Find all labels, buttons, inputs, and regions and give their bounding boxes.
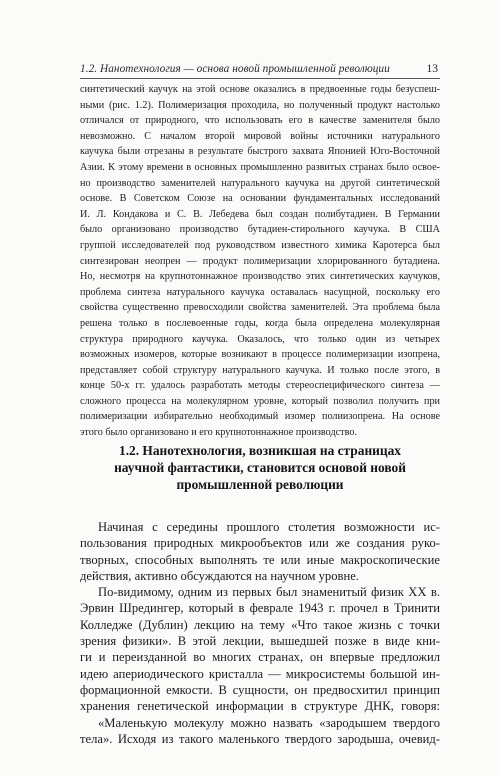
text-line: хранения генетической информации в структуре ДНК, говоря: <box>80 699 440 714</box>
text-line: зрения физики». В этой лекции, вышедшей позже в виде кни- <box>80 634 440 649</box>
text-line: каучука были отрезаны в результате быстрого захвата Японией Юго-Восточной <box>80 146 440 158</box>
text-line: проблема синтеза натурального каучука оставалась насущной, поскольку его <box>80 286 440 298</box>
text-line: идею апериодического кристалла — микросистемы большой ин- <box>80 666 440 681</box>
text-line: этого было организовано и его крупнотоннажное производство. <box>80 427 358 439</box>
text-line: Эрвин Шредингер, который в феврале 1943 г. прочел в Тринити <box>80 601 440 616</box>
text-line: отличался от природного, что использовать его в качестве заменителя было <box>80 115 440 127</box>
text-line: группой исследователей под руководством известного химика Каротерса был <box>80 239 440 251</box>
text-line: пользования природных микрообъектов или же создания руко- <box>80 536 440 551</box>
section-heading <box>80 442 440 493</box>
text-line: синтетический каучук на этой основе оказались в предвоенные годы безуспеш- <box>80 84 440 95</box>
text-line: ги и переизданной во многих странах, он впервые предложил <box>80 650 440 665</box>
text-line: Начиная с середины прошлого столетия возможности ис- <box>98 520 440 534</box>
text-line: но производство заменителей натурального каучука на другой синтетической <box>80 177 440 189</box>
intro-paragraph <box>80 82 440 441</box>
text-line: основе. В Советском Союзе на основании фундаментальных исследований <box>80 193 440 205</box>
text-line: формационной емкости. В сущности, он предвосхитил принцип <box>80 682 440 697</box>
text-line: Но, несмотря на крупнотоннажное производство этих синтетических каучуков, <box>80 271 440 283</box>
section-heading-line: промышленной революции <box>176 477 344 492</box>
text-line: «Маленькую молекулу можно назвать «зародышем твердого <box>98 715 440 730</box>
text-line: свойства существенно превосходили свойства заменителей. Эта проблема была <box>80 302 440 314</box>
text-line: невозможно. С началом второй мировой войны источники натурального <box>80 130 440 142</box>
text-line: И. Л. Кондакова и С. В. Лебедева был создан полибутадиен. В Германии <box>80 208 440 220</box>
text-line: решена только в послевоенные годы, когда была определена молекулярная <box>80 317 440 329</box>
text-line: возможных изомеров, которые возникают в процессе полимеризации изопрена, <box>80 349 440 361</box>
text-line: тела». Исходя из такого маленького твердого зародыша, очевид- <box>80 731 440 746</box>
section-heading-line: научной фантастики, становится основой новой <box>114 460 406 475</box>
text-line: полимеризации избирательно необходимый изомер полиизопрена. На основе <box>80 411 440 423</box>
text-line: По-видимому, одним из первых был знаменитый физик XX в. <box>98 585 440 600</box>
text-line: сложного процесса на молекулярном уровне, который позволил получить при <box>80 395 440 407</box>
text-line: было организовано производство бутадиен-стирольного каучука. В США <box>80 224 440 236</box>
page-number: 13 <box>426 63 438 75</box>
text-line: действия, активно обсуждаются на научном уровне. <box>80 568 359 583</box>
running-title: 1.2. Нанотехнология — основа новой промышленной революции <box>80 63 390 75</box>
section-body <box>80 519 440 747</box>
text-line: Азии. К этому времени в основных промышленно развитых странах было освое- <box>80 161 440 173</box>
text-line: творных, способных выполнять те или иные макроскопические <box>80 552 440 567</box>
text-line: синтезирован неопрен — продукт полимеризации хлорированного бутадиена. <box>80 255 440 267</box>
text-line: конце 50-х гг. удалось разработать методы стереоспецифического синтеза — <box>80 380 440 392</box>
text-line: представляет собой структуру натурального каучука. И только после этого, в <box>80 364 440 376</box>
running-head <box>80 60 440 79</box>
text-line: структура природного каучука. Оказалось, что только один из четырех <box>80 333 440 345</box>
text-line: Колледже (Дублин) лекцию на тему «Что такое жизнь с точки <box>80 617 440 632</box>
text-line: ными (рис. 1.2). Полимеризация проходила, но полученный продукт настолько <box>80 99 440 111</box>
section-heading-line: 1.2. Нанотехнология, возникшая на страницах <box>119 443 401 458</box>
